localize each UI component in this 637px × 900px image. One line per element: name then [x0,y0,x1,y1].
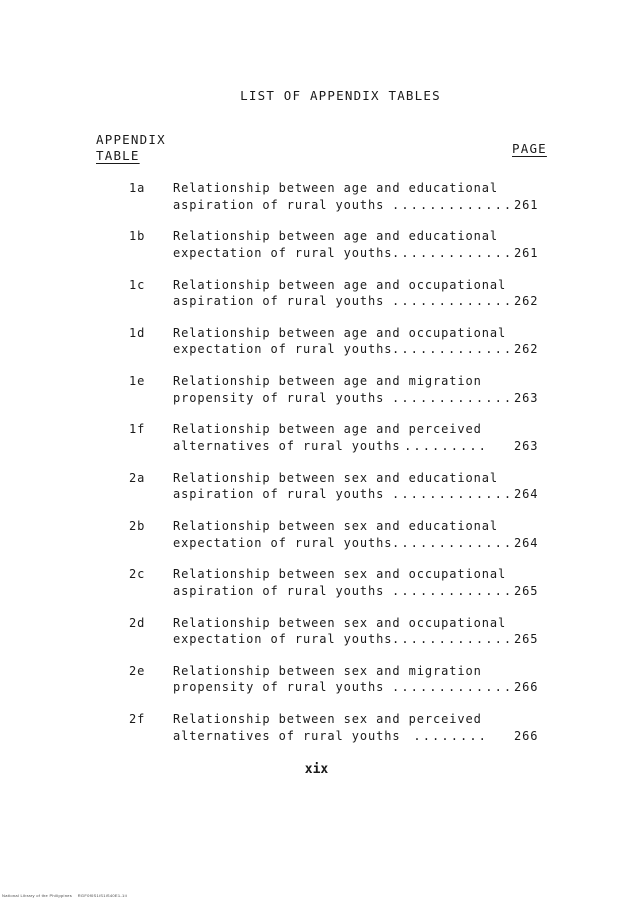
table-number: 2b [129,519,146,534]
page-number: 261 [514,245,539,260]
page-column-header: PAGE [512,141,547,156]
table-number: 2e [129,663,146,678]
table-title-line1: Relationship between sex and perceived [173,712,482,727]
table-title-line1: Relationship between sex and educational [173,519,498,534]
table-title-line2: expectation of rural youths [173,535,393,550]
page-number: 265 [514,632,539,647]
table-title-line1: Relationship between age and educational [173,229,498,244]
dot-leader: ............. [392,583,514,598]
page-number: 266 [514,728,539,743]
table-title-line2: aspiration of rural youths [173,583,385,598]
appendix-table-list [0,180,637,760]
list-item [0,615,637,663]
list-item [0,277,637,325]
list-item [0,518,637,566]
table-title-line2: alternatives of rural youths [173,438,401,453]
appendix-header-line2: TABLE [96,148,140,163]
table-number: 2a [129,470,146,485]
table-title-line2: aspiration of rural youths [173,487,385,502]
table-title-line1: Relationship between age and occupational [173,277,507,292]
page-title: LIST OF APPENDIX TABLES [240,88,441,103]
dot-leader: ............. [392,390,514,405]
list-item [0,228,637,276]
dot-leader: ............. [392,294,514,309]
table-title-line2: aspiration of rural youths [173,294,385,309]
list-item [0,663,637,711]
table-title-line1: Relationship between sex and migration [173,663,482,678]
dot-leader: ............. [392,680,514,695]
table-number: 1e [129,374,146,389]
table-title-line2: alternatives of rural youths [173,728,401,743]
page-number: 265 [514,583,539,598]
list-item [0,373,637,421]
list-item [0,566,637,614]
page-folio: xix [304,762,329,777]
table-number: 1c [129,277,146,292]
table-number: 1d [129,325,146,340]
page-number: 266 [514,680,539,695]
table-number: 2c [129,567,146,582]
table-title-line2: aspiration of rural youths [173,197,385,212]
table-number: 1f [129,422,146,437]
table-number: 2d [129,615,146,630]
page-number: 263 [514,390,539,405]
list-item [0,470,637,518]
table-title-line2: propensity of rural youths [173,680,385,695]
table-title-line2: propensity of rural youths [173,390,385,405]
table-title-line1: Relationship between sex and occupational [173,615,507,630]
dot-leader: ............. [392,632,514,647]
appendix-table-column-header [96,132,166,164]
table-number: 1a [129,181,146,195]
list-item [0,180,637,228]
table-title-line2: expectation of rural youths [173,245,393,260]
page-number: 264 [514,487,539,502]
dot-leader: ........ [413,728,488,743]
page-number: 262 [514,294,539,309]
table-number: 1b [129,229,146,244]
table-title-line1: Relationship between age and occupational [173,325,507,340]
page-number: 263 [514,438,539,453]
dot-leader: ............. [392,197,514,212]
table-title-line1: Relationship between age and educational [173,181,498,195]
appendix-header-line1: APPENDIX [96,132,166,147]
dot-leader: ......... [404,438,488,453]
list-item [0,325,637,373]
dot-leader: ............. [392,535,514,550]
table-title-line1: Relationship between age and perceived [173,422,482,437]
table-title-line2: expectation of rural youths [173,632,393,647]
page-number: 264 [514,535,539,550]
dot-leader: ............. [392,487,514,502]
table-title-line1: Relationship between sex and occupational [173,567,507,582]
table-number: 2f [129,712,146,727]
list-item [0,421,637,469]
table-title-line1: Relationship between sex and educational [173,470,498,485]
scan-footer: National Library of the Philippines RGF0f0S1iS1iS40E1-1ii [2,893,127,898]
dot-leader: ............. [392,245,514,260]
dot-leader: ............. [392,342,514,357]
page-number: 261 [514,197,539,212]
list-item [0,711,637,759]
table-title-line1: Relationship between age and migration [173,374,482,389]
page-number: 262 [514,342,539,357]
table-title-line2: expectation of rural youths [173,342,393,357]
